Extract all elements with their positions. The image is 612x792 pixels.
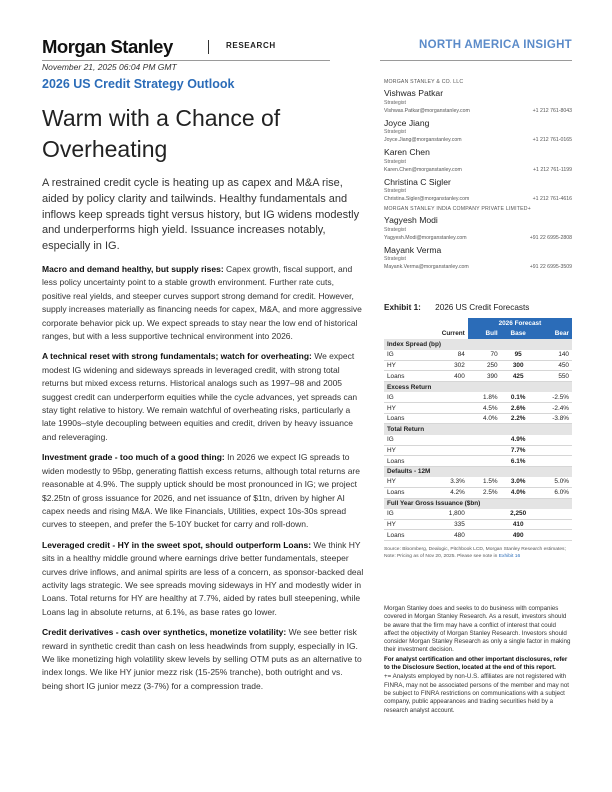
analyst-email[interactable]: Karen.Chen@morganstanley.com [384,166,462,173]
table-cell: 5.0% [536,477,572,488]
analyst-phone: +1 212 761-4616 [532,196,572,202]
table-section-row [384,339,572,350]
paragraph-heading: Credit derivatives - cash over synthetics, monetize volatility: [42,627,287,638]
table-cell: 2.6% [501,403,536,414]
disclosure-conflict: Morgan Stanley does and seeks to do business with companies covered in Morgan Stanley Research. As a result, investors should be aware that the firm may have a conflict of interest that could affect the objectivity of Morgan Stanley Research. Investors should consider Morgan Stanley Research as only a single factor in making their investment decision. [384,605,571,654]
table-cell: 450 [536,360,572,371]
analyst-email[interactable]: Christina.Sigler@morganstanley.com [384,196,470,202]
series-badge: NORTH AMERICA INSIGHT [418,39,572,51]
table-cell: 4.5% [468,403,501,414]
table-row [384,360,572,371]
paragraph-text: In 2026 we expect IG spreads to widen modestly to 95bp, generating flattish excess returns, although total returns are reasonable at 4.9%. The supply uptick should be most pronounced in IG; we project $2.25tn of gross issuance for 2026, and net issuance of $1tn, driven by higher AI capex needs and rising M&A. We like Financials, Utilities, expect 10s-30s spread curves to steepen, and prefer the 5-10Y bucket for carry and roll-down. [42,452,360,530]
publish-date: November 21, 2025 06:04 PM GMT [42,62,177,72]
analyst-list-india [384,215,572,271]
analyst-role: Strategist [384,99,406,106]
analyst-email[interactable]: Vishwas.Patkar@morganstanley.com [384,107,470,114]
analyst-contact [384,136,572,144]
table-cell: 7.7% [501,445,536,456]
table-corner [384,318,421,329]
body-paragraph [42,263,364,343]
table-row [384,371,572,382]
paragraph-text: Capex growth, fiscal support, and less policy uncertainty point to a stable growth environment. Further rate cuts, positive real yields, and steeper curves support strong demand for credit. However, supply increases materially as financing needs for capex, M&A, and more aggressive corporate behavior pick up. We expect spreads to stay near the low end of historical ranges, but with a less supportive technical environment into 2026. [42,264,362,342]
table-cell [421,445,467,456]
table-cell: 95 [501,350,536,361]
table-cell: 550 [536,371,572,382]
section-label: Index Spread (bp) [384,339,572,350]
table-cell: 250 [468,360,501,371]
paragraph-heading: Macro and demand healthy, but supply rises: [42,264,224,274]
table-section-row [384,382,572,393]
analyst-entry [384,245,572,272]
table-cell [536,519,572,530]
table-cell: -3.8% [536,413,572,424]
body-paragraph [42,539,364,619]
paragraph-text: We think HY sits in a healthy middle ground where earnings drive better fundamentals, steeper curves drive inflows, and animal spirits are less of a concern, as sponsor-backed deal activity lags strategic. We see spreads moving sideways in HY and modestly wider in Loans. Total returns for HY are healthy at 7.7%, aided by rates bull steepening, while Loans lag in absolute returns, at 6.1%, as base rates go lower. [42,539,364,617]
section-label: Defaults - 12M [384,466,572,477]
table-band-row [384,318,572,329]
table-row [384,477,572,488]
header-rule-right [380,60,572,61]
table-cell: -2.4% [536,403,572,414]
analyst-entry [384,147,572,174]
analyst-phone: +91 22 6995-2808 [529,234,572,241]
paragraph-heading: Leveraged credit - HY in the sweet spot, should outperform Loans: [42,539,312,550]
row-label: IG [384,392,421,403]
table-band-spacer [421,318,467,329]
paragraph-heading: Investment grade - too much of a good thing: [42,452,225,463]
section-label: Total Return [384,424,572,435]
column-header: Bull [468,329,501,340]
table-section-row [384,498,572,509]
body-paragraph [42,626,364,693]
analyst-firm: MORGAN STANLEY & CO. LLC [384,79,464,85]
row-label: HY [384,403,421,414]
analyst-list [384,88,572,203]
exhibit-source-text: Source: Bloomberg, Dealogic, Pitchbook LCD, Morgan Stanley Research estimates; Note: Pricing as of Nov 20, 2025. Please see note in [384,546,566,559]
table-cell: 4.9% [501,435,536,446]
table-cell [468,445,501,456]
analyst-name: Joyce Jiang [384,117,430,128]
body-paragraph [42,451,364,531]
table-cell [421,435,467,446]
table-cell [536,456,572,467]
header-rule-left [42,60,330,61]
table-cell [536,530,572,541]
column-header: Bear [536,329,572,340]
analyst-entry [384,177,572,204]
table-row [384,413,572,424]
table-row [384,509,572,520]
report-header [42,36,572,58]
series-title: 2026 US Credit Strategy Outlook [42,77,235,91]
table-header-row [384,329,572,340]
table-cell [468,456,501,467]
table-row [384,392,572,403]
table-cell: -2.5% [536,392,572,403]
research-label: RESEARCH [226,41,276,50]
row-label: HY [384,477,421,488]
analyst-entry [384,118,572,145]
table-cell: 300 [501,360,536,371]
section-label: Excess Return [384,382,572,393]
table-header-corner [384,329,421,340]
row-label: Loans [384,371,421,382]
table-cell [421,403,467,414]
analyst-entry [384,88,572,115]
table-row [384,519,572,530]
row-label: Loans [384,456,421,467]
analyst-role: Strategist [384,188,406,194]
table-cell [468,509,501,520]
row-label: IG [384,350,421,361]
lede-summary: A restrained credit cycle is heating up as capex and M&A rise, aided by policy clarity and tailwinds. Healthy fundamentals and inflows keep spreads tight versus history, but IG widens modestly and underperforms high yield. Issuance increases notably, especially in IG. [42,177,360,253]
paragraph-text: We see better risk reward in synthetic credit than cash on less headwinds from supply, especially in IG. We like monetizing high volatility skew levels by selling OTM puts as an alternative to index longs. We like HY junior mezz risk (15-25% tranche), both outright and vs. being short IG junior mezz (3-7%) for a compression trade. [42,627,362,691]
forecast-band-label: 2026 Forecast [468,318,572,329]
analyst-contact [384,263,572,271]
column-header: Current [421,329,467,340]
analyst-role: Strategist [384,256,406,262]
morgan-stanley-logo: Morgan Stanley [42,36,173,57]
analyst-name: Christina C Sigler [384,176,451,187]
table-cell: 302 [421,360,467,371]
row-label: IG [384,435,421,446]
analyst-contact [384,107,572,115]
row-label: Loans [384,530,421,541]
report-body [42,263,364,700]
section-label: Full Year Gross Issuance ($bn) [384,498,572,509]
row-label: Loans [384,413,421,424]
analyst-phone: +1 212 761-8043 [532,107,572,114]
table-cell: 425 [501,371,536,382]
table-cell [536,509,572,520]
analyst-panel [384,79,572,274]
analyst-contact [384,234,572,242]
row-label: HY [384,445,421,456]
analyst-entry [384,215,572,242]
exhibit-heading [384,303,572,312]
analyst-role: Strategist [384,158,406,165]
table-cell [421,456,467,467]
forecast-table [384,318,572,541]
analyst-contact [384,195,572,203]
analyst-name: Yagyesh Modi [384,215,438,225]
disclosure-certification: For analyst certification and other important disclosures, refer to the Disclosure Section, located at the end of this report. [384,655,568,672]
table-row [384,456,572,467]
table-cell [468,435,501,446]
table-cell: 2,250 [501,509,536,520]
analyst-name: Vishwas Patkar [384,88,444,98]
table-row [384,530,572,541]
table-cell: 400 [421,371,467,382]
table-row [384,350,572,361]
table-cell [421,413,467,424]
analyst-phone: +1 212 761-1199 [533,166,572,173]
table-cell: 335 [421,519,467,530]
table-cell: 4.0% [501,488,536,499]
body-paragraph [42,350,364,444]
header-divider [208,40,209,54]
paragraph-text: We expect modest IG widening and sideways spreads in leveraged credit, with strong total returns but mixed excess returns. Historical analogs such as 1997–98 and 2005 suggest credit can underperform equities while the cycle advances, yet spreads can stay tight relative to history. We remain watchful of overheating risks, particularly a late 1990s–style decoupling between equities and credit, driven by heavy issuance and releveraging. [42,351,358,442]
table-cell: 1.5% [468,477,501,488]
table-row [384,435,572,446]
table-section-row [384,424,572,435]
analyst-name: Mayank Verma [384,244,442,255]
table-cell: 1.8% [468,392,501,403]
table-cell: 390 [468,371,501,382]
table-cell: 140 [536,350,572,361]
row-label: IG [384,509,421,520]
table-cell: 6.0% [536,488,572,499]
disclosure-finra: += Analysts employed by non-U.S. affiliates are not registered with FINRA, may not be associated persons of the member and may not be subject to FINRA restrictions on communications with a subject company, public appearances and trading securities held by a research analyst account. [384,673,570,714]
table-cell [468,530,501,541]
table-row [384,488,572,499]
table-cell: 2.5% [468,488,501,499]
table-cell: 0.1% [501,392,536,403]
analyst-email[interactable]: Mayank.Verma@morganstanley.com [384,264,469,270]
column-header: Base [501,329,536,340]
table-cell: 4.2% [421,488,467,499]
table-cell: 3.3% [421,477,467,488]
analyst-contact [384,166,572,174]
analyst-email[interactable]: Joyce.Jiang@morganstanley.com [384,137,462,143]
analyst-role: Strategist [384,226,406,233]
table-cell: 1,800 [421,509,467,520]
exhibit-16-link[interactable]: Exhibit 16 [498,553,521,559]
exhibit-1 [384,303,572,560]
table-row [384,445,572,456]
table-cell: 6.1% [501,456,536,467]
analyst-role: Strategist [384,129,406,135]
table-cell [421,392,467,403]
table-cell: 3.0% [501,477,536,488]
row-label: HY [384,519,421,530]
table-row [384,403,572,414]
analyst-phone: +91 22 6995-3509 [529,264,572,270]
analyst-firm-india: MORGAN STANLEY INDIA COMPANY PRIVATE LIMITED+ [384,206,531,212]
table-cell: 70 [468,350,501,361]
report-title: Warm with a Chance of Overheating [42,105,281,162]
table-cell: 4.0% [468,413,501,424]
table-cell: 480 [421,530,467,541]
analyst-email[interactable]: Yagyesh.Modi@morganstanley.com [384,234,467,241]
analyst-name: Karen Chen [384,147,430,157]
table-cell [468,519,501,530]
table-cell: 490 [501,530,536,541]
paragraph-heading: A technical reset with strong fundamentals; watch for overheating: [42,351,312,362]
table-cell: 410 [501,519,536,530]
table-cell: 84 [421,350,467,361]
analyst-phone: +1 212 761-0165 [532,137,572,143]
exhibit-title: 2026 US Credit Forecasts [435,303,530,312]
disclosure-box [384,605,572,716]
table-cell [536,445,572,456]
table-cell [536,435,572,446]
exhibit-label: Exhibit 1: [384,303,421,312]
exhibit-source [384,546,572,560]
row-label: Loans [384,488,421,499]
row-label: HY [384,360,421,371]
table-cell: 2.2% [501,413,536,424]
table-section-row [384,466,572,477]
